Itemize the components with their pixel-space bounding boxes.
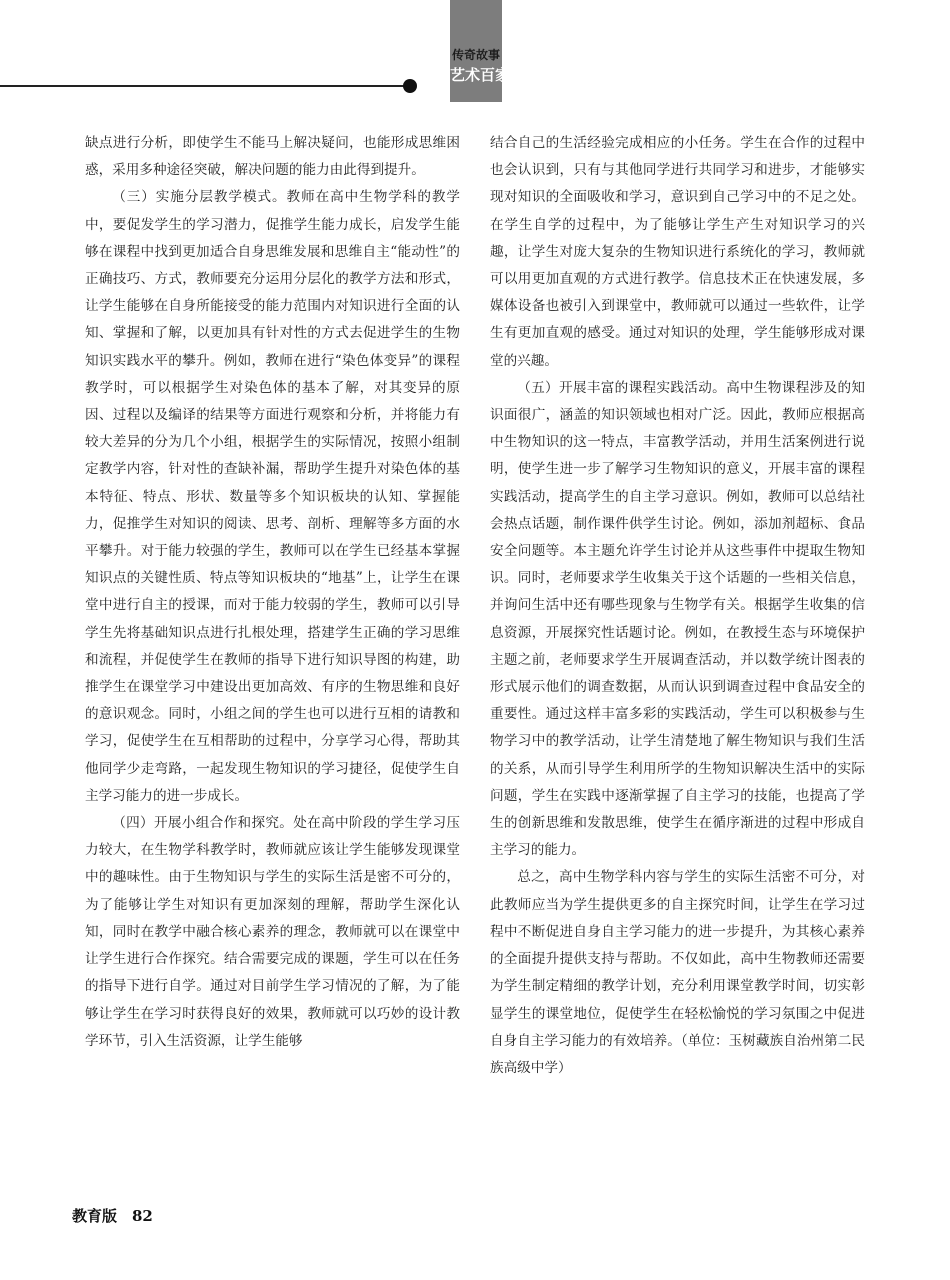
paragraph-section-3: （三）实施分层教学模式。教师在高中生物学科的教学中，要促发学生的学习潜力，促推学生能力成长，启发学生能够在课程中找到更加适合自身思维发展和思维自主“能动性”的正确技巧、方式，教师要充分运用分层化的教学方法和形式，让学生能够在自身所能接受的能力范围内对知识进行全面的认知、掌握和了解，以更加具有针对性的方式去促进学生的生物知识实践水平的攀升。例如，教师在进行“染色体变异”的课程教学时，可以根据学生对染色体的基本了解，对其变异的原因、过程以及编译的结果等方面进行观察和分析，并将能力有较大差异的分为几个小组，根据学生的实际情况，按照小组制定教学内容，针对性的查缺补漏，帮助学生提升对染色体的基本特征、特点、形状、数量等多个知识板块的认知、掌握能力，促推学生对知识的阅读、思考、剖析、理解等多方面的水平攀升。对于能力较强的学生，教师可以在学生已经基本掌握知识点的关键性质、特点等知识板块的“地基”上，让学生在课堂中进行自主的授课，而对于能力较弱的学生，教师可以引导学生先将基础知识点进行扎根处理，搭建学生正确的学习思维和流程，并促使学生在教师的指导下进行知识导图的构建，助推学生在课堂学习中建设出更加高效、有序的生物思维和良好的意识观念。同时，小组之间的学生也可以进行互相的请教和学习，促使学生在互相帮助的过程中，分享学习心得，帮助其他同学少走弯路，一起发现生物知识的学习捷径，促使学生自主学习能力的进一步成长。 <box>85 189 460 804</box>
paragraph-section-4: （四）开展小组合作和探究。处在高中阶段的学生学习压力较大，在生物学科教学时，教师就应该让学生能够发现课堂中的趣味性。由于生物知识与学生的实际生活是密不可分的，为了能够让学生对知识有更加深刻的理解，帮助学生深化认知，同时在教学中融合核心素养的理念，教师就可以在课堂中让学生进行合作探究。结合需要完成的课题，学生可以在任务的指导下进行自学。通过对目前学生学习情况的了解，为了能够让学生在学习时获得良好的效果，教师就可以巧妙的设计教学环节，引入生活资源，让学生能够 <box>85 815 460 1049</box>
masthead-line1: 传奇故事 <box>451 48 500 62</box>
paragraph-continuation: 缺点进行分析，即使学生不能马上解决疑问，也能形成思维困惑，采用多种途径突破，解决问题的能力由此得到提升。 <box>85 135 460 179</box>
page-footer: 教育版 82 <box>72 1207 153 1225</box>
header-dot <box>403 79 417 93</box>
masthead <box>450 0 511 102</box>
masthead-line2: 艺术百家 <box>450 66 511 84</box>
paragraph-continuation-right: 结合自己的生活经验完成相应的小任务。学生在合作的过程中也会认识到，只有与其他同学进行共同学习和进步，才能够实现对知识的全面吸收和学习，意识到自己学习中的不足之处。在学生自学的过程中，为了能够让学生产生对知识学习的兴趣，让学生对庞大复杂的生物知识进行系统化的学习，教师就可以用更加直观的方式进行教学。信息技术正在快速发展，多媒体设备也被引入到课堂中，教师就可以通过一些软件，让学生有更加直观的感受。通过对知识的处理，学生能够形成对课堂的兴趣。 <box>490 135 865 369</box>
paragraph-section-5: （五）开展丰富的课程实践活动。高中生物课程涉及的知识面很广，涵盖的知识领域也相对广泛。因此，教师应根据高中生物知识的这一特点，丰富教学活动，并用生活案例进行说明，使学生进一步了解学习生物知识的意义，开展丰富的课程实践活动，提高学生的自主学习意识。例如，教师可以总结社会热点话题，制作课件供学生讨论。例如，添加剂超标、食品安全问题等。本主题允许学生讨论并从这些事件中提取生物知识。同时，老师要求学生收集关于这个话题的一些相关信息，并询问生活中还有哪些现象与生物学有关。根据学生收集的信息资源，开展探究性话题讨论。例如，在教授生态与环境保护主题之前，老师要求学生开展调查活动，并以数学统计图表的形式展示他们的调查数据，从而认识到调查过程中食品安全的重要性。通过这样丰富多彩的实践活动，学生可以积极参与生物学习中的教学活动，让学生清楚地了解生物知识与我们生活的关系，从而引导学生利用所学的生物知识解决生活中的实际问题，学生在实践中逐渐掌握了自主学习的技能，也提高了学生的创新思维和发散思维，使学生在循序渐进的过程中形成自主学习的能力。 <box>490 379 865 859</box>
right-column <box>490 130 865 1082</box>
header-rule <box>0 85 410 87</box>
paragraph-conclusion: 总之，高中生物学科内容与学生的实际生活密不可分，对此教师应当为学生提供更多的自主探究时间，让学生在学习过程中不断促进自身自主学习能力的进一步提升，为其核心素养的全面提升提供支持与帮助。不仅如此，高中生物教师还需要为学生制定精细的教学计划，充分利用课堂教学时间，切实彰显学生的课堂地位，促使学生在轻松愉悦的学习氛围之中促进自身自主学习能力的有效培养。（单位：玉树藏族自治州第二民族高级中学） <box>490 869 865 1076</box>
left-column <box>85 130 460 1055</box>
